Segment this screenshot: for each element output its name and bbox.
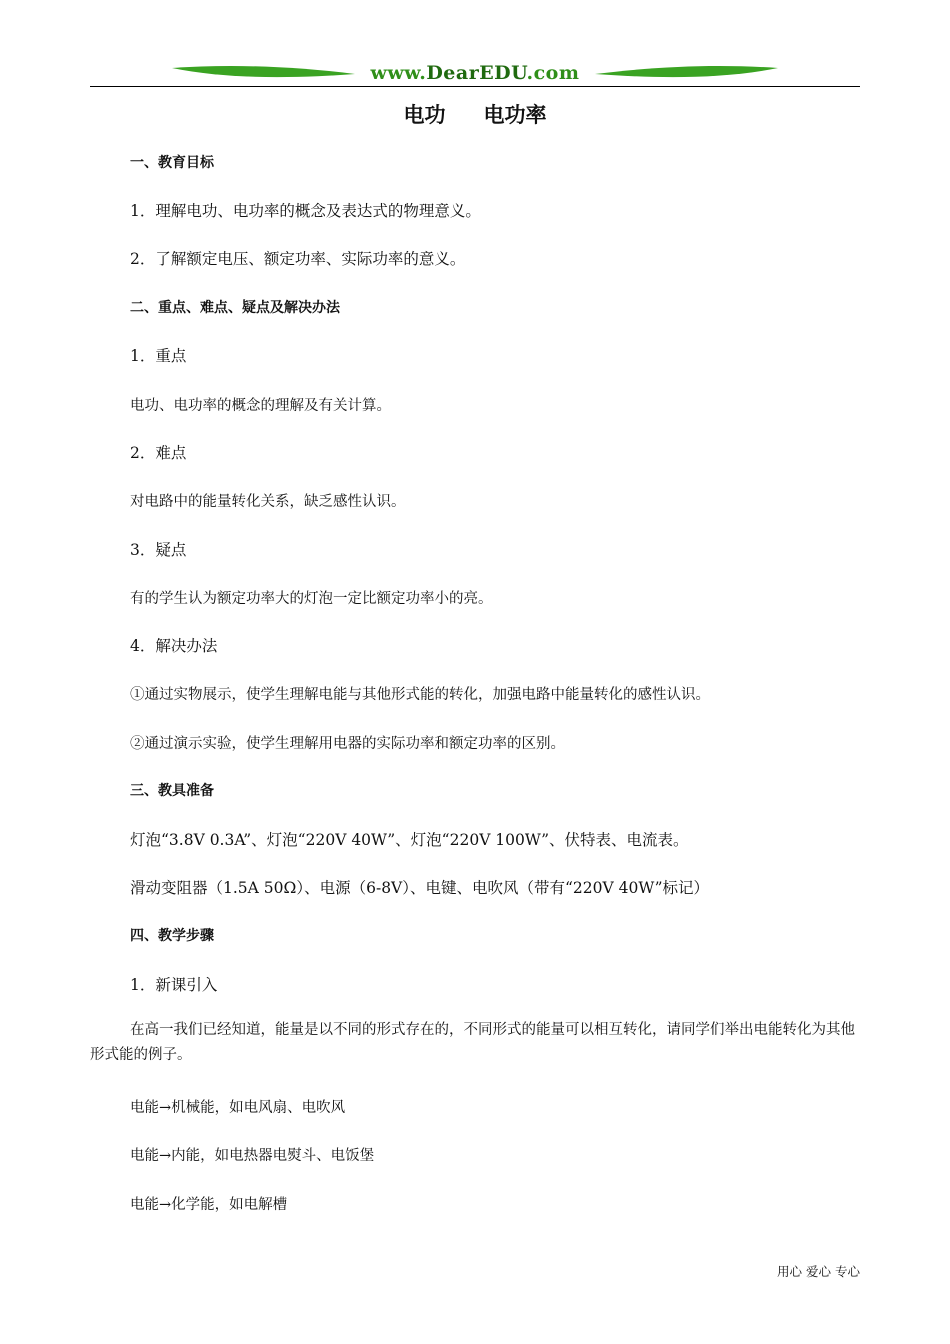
title-part-1: 电功 (403, 103, 446, 127)
example-chemical: 电能→化学能，如电解槽 (130, 1197, 288, 1213)
logo-text (170, 62, 780, 84)
objective-1: 1．理解电功、电功率的概念及表达式的物理意义。 (130, 202, 481, 220)
doubt-text: 有的学生认为额定功率大的灯泡一定比额定功率小的亮。 (130, 591, 493, 607)
site-logo (170, 60, 780, 88)
example-thermal: 电能→内能，如电热器电熨斗、电饭堡 (130, 1148, 375, 1164)
doubt-label: 3．疑点 (130, 541, 187, 559)
objective-2: 2．了解额定电压、额定功率、实际功率的意义。 (130, 250, 466, 268)
example-mechanical: 电能→机械能，如电风扇、电吹风 (130, 1100, 346, 1116)
footer-motto: 用心 爱心 专心 (777, 1264, 860, 1279)
logo-prefix: www. (370, 62, 427, 84)
difficulty-text: 对电路中的能量转化关系，缺乏感性认识。 (130, 494, 406, 510)
solution-item-1: ①通过实物展示，使学生理解电能与其他形式能的转化，加强电路中能量转化的感性认识。 (130, 687, 710, 703)
difficulty-label: 2．难点 (130, 444, 187, 462)
solution-label: 4．解决办法 (130, 637, 218, 655)
intro-paragraph: 在高一我们已经知道，能量是以不同的形式存在的，不同形式的能量可以相互转化，请同学们举出电能转化为其他形式能的例子。 (90, 1022, 855, 1063)
logo-brand: DearEDU (426, 62, 527, 84)
key-point-label: 1．重点 (130, 347, 187, 365)
logo-suffix: .com (526, 62, 580, 84)
equipment-line-1: 灯泡“3.8V 0.3A”、灯泡“220V 40W”、灯泡“220V 100W”、伏特表、电流表。 (130, 831, 689, 849)
intro-label: 1．新课引入 (130, 976, 218, 994)
section-2-heading: 二、重点、难点、疑点及解决办法 (130, 300, 340, 316)
section-4-heading: 四、教学步骤 (130, 928, 214, 944)
title-part-2: 电功率 (483, 103, 547, 127)
page-title (0, 99, 950, 129)
solution-item-2: ②通过演示实验，使学生理解用电器的实际功率和额定功率的区别。 (130, 736, 565, 752)
section-3-heading: 三、教具准备 (130, 783, 214, 799)
equipment-line-2: 滑动变阻器（1.5A 50Ω）、电源（6-8V）、电键、电吹风（带有“220V 40W”标记） (130, 879, 709, 897)
header-divider (90, 86, 860, 87)
key-point-text: 电功、电功率的概念的理解及有关计算。 (130, 398, 391, 414)
section-1-heading: 一、教育目标 (130, 155, 214, 171)
